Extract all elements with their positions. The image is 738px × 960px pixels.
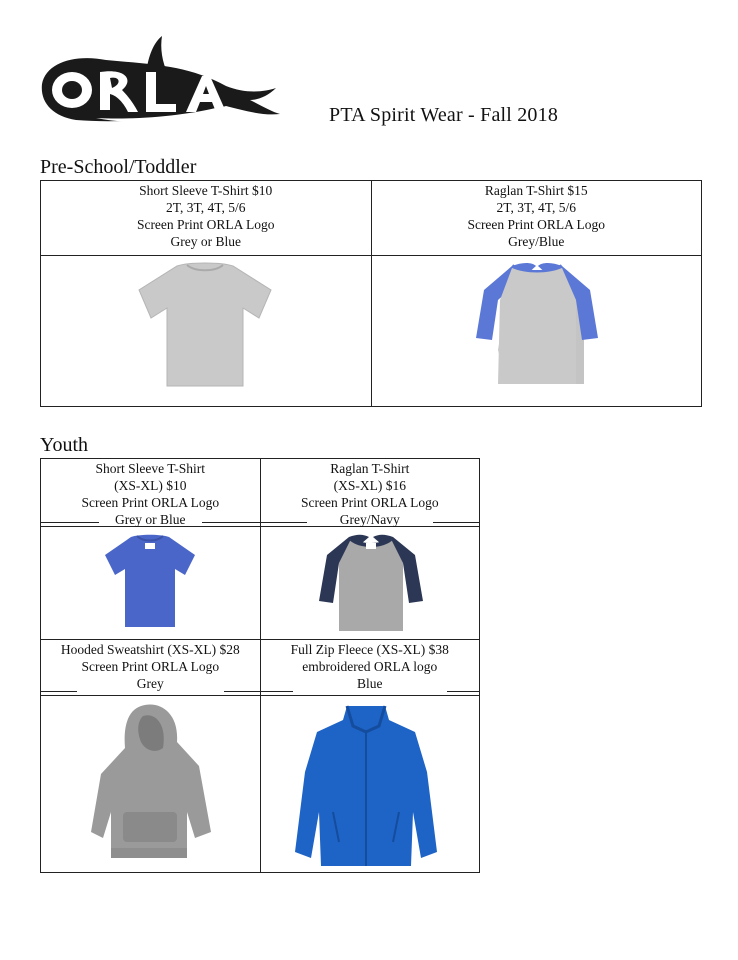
product-image-cell	[260, 696, 479, 873]
product-colors: Grey or Blue	[170, 234, 241, 249]
product-image-cell	[371, 256, 702, 407]
product-description	[41, 640, 261, 696]
product-sizes: 2T, 3T, 4T, 5/6	[166, 200, 246, 215]
product-print: Screen Print ORLA Logo	[81, 659, 220, 674]
section-heading-preschool: Pre-School/Toddler	[40, 156, 197, 178]
product-description	[260, 459, 479, 527]
fill-in-blank	[261, 691, 293, 692]
product-name: Short Sleeve T-Shirt $10	[139, 183, 273, 198]
product-sizes: 2T, 3T, 4T, 5/6	[496, 200, 576, 215]
product-name: Hooded Sweatshirt (XS-XL) $28	[60, 642, 240, 657]
product-name: Full Zip Fleece (XS-XL) $38	[290, 642, 449, 657]
blue-fleece-jacket-icon	[293, 702, 439, 868]
product-name: Raglan T-Shirt $15	[484, 183, 588, 198]
product-print: Screen Print ORLA Logo	[300, 495, 439, 510]
product-sizes-price: (XS-XL) $10	[114, 478, 187, 493]
product-colors: Grey or Blue	[115, 512, 186, 527]
orla-logo	[36, 34, 282, 130]
youth-product-table	[40, 458, 480, 873]
product-colors: Grey	[136, 676, 164, 691]
grey-navy-raglan-icon	[317, 533, 425, 633]
product-colors: Grey/Navy	[339, 512, 400, 527]
fill-in-blank	[433, 522, 479, 523]
product-name: Short Sleeve T-Shirt	[95, 461, 206, 476]
product-image-cell	[260, 527, 479, 640]
product-image-cell	[41, 527, 261, 640]
product-image-cell	[41, 256, 372, 407]
fill-in-blank	[447, 691, 479, 692]
grey-tshirt-icon	[135, 260, 275, 390]
preschool-product-table	[40, 180, 702, 407]
grey-blue-raglan-icon	[472, 260, 602, 390]
product-description	[41, 181, 372, 256]
product-description	[41, 459, 261, 527]
product-colors: Blue	[357, 676, 383, 691]
fill-in-blank	[224, 691, 260, 692]
fill-in-blank	[261, 522, 307, 523]
orca-logo-icon	[36, 34, 282, 130]
blue-tshirt-icon	[103, 533, 197, 629]
product-colors: Grey/Blue	[508, 234, 565, 249]
product-description	[260, 640, 479, 696]
product-print: Screen Print ORLA Logo	[81, 495, 220, 510]
section-heading-youth: Youth	[40, 434, 88, 456]
product-name: Raglan T-Shirt	[330, 461, 410, 476]
product-print: Screen Print ORLA Logo	[136, 217, 275, 232]
product-image-cell	[41, 696, 261, 873]
fill-in-blank	[41, 691, 77, 692]
fill-in-blank	[202, 522, 260, 523]
product-description	[371, 181, 702, 256]
fill-in-blank	[41, 522, 99, 523]
page-title: PTA Spirit Wear - Fall 2018	[329, 104, 559, 126]
grey-hoodie-icon	[89, 702, 213, 862]
product-print: embroidered ORLA logo	[302, 659, 438, 674]
product-sizes-price: (XS-XL) $16	[333, 478, 406, 493]
product-print: Screen Print ORLA Logo	[467, 217, 606, 232]
